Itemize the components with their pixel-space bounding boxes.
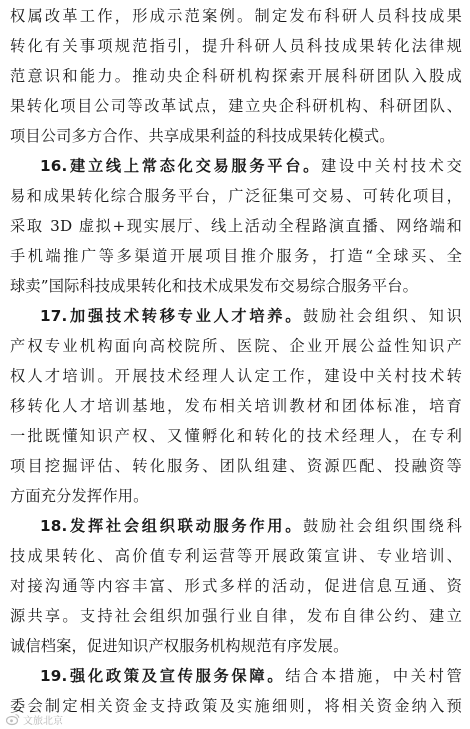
p3-number: 18. <box>40 517 68 535</box>
p4-number: 19. <box>40 667 68 685</box>
p0-line-1: 权属改革工作，形成示范案例。制定发布科研人员科技成果 <box>10 7 462 25</box>
p4-first-line <box>40 661 462 691</box>
p2-line-3: 权人才培训。开展技术经理人认定工作，建设中关村技术转 <box>10 367 462 385</box>
p4-heading: 强化政策及宣传服务保障。 <box>67 667 286 685</box>
p3-line-2: 技成果转化、高价值专利运营等开展政策宣讲、专业培训、 <box>10 547 462 565</box>
p3-line-4: 源共享。支持社会组织加强行业自律，发布自律公约、建立 <box>10 607 462 625</box>
p0-line-2: 转化有关事项规范指引，提升科研人员科技成果转化法律规 <box>10 37 462 55</box>
watermark-text: 文旅北京 <box>23 715 63 727</box>
p0-line-5: 项目公司多方合作、共享成果利益的科技成果转化模式。 <box>10 127 395 145</box>
p1-line-2: 易和成果转化综合服务平台，广泛征集可交易、可转化项目， <box>10 187 462 205</box>
p1-heading: 建立线上常态化交易服务平台。 <box>67 157 322 175</box>
p2-line-7: 方面充分发挥作用。 <box>10 487 149 505</box>
p1-number: 16. <box>40 157 68 175</box>
p2-line-4: 移转化人才培训基地，发布相关培训教材和团体标准，培育 <box>10 397 462 415</box>
p3-line-5: 诚信档案，促进知识产权服务机构规范有序发展。 <box>10 637 349 655</box>
p2-line-5: 一批既懂知识产权、又懂孵化和转化的技术经理人，在专利 <box>10 427 462 445</box>
p1-first-line <box>40 151 462 181</box>
p3-heading: 发挥社会组织联动服务作用。 <box>67 517 304 535</box>
p1-line-4: 手机端推广等多渠道开展项目推介服务，打造“全球买、全 <box>10 247 462 265</box>
p2-first-line <box>40 301 462 331</box>
p3-first-line <box>40 511 462 541</box>
watermark <box>6 711 63 727</box>
p1-line-5: 球卖”国际科技成果转化和技术成果发布交易综合服务平台。 <box>10 277 419 295</box>
p2-line-6: 项目挖掘评估、转化服务、团队组建、资源匹配、投融资等 <box>10 457 462 475</box>
p2-number: 17. <box>40 307 68 325</box>
p2-heading: 加强技术转移专业人才培养。 <box>67 307 304 325</box>
p2-line-1: 鼓励社会组织、知识 <box>303 307 462 325</box>
weibo-icon <box>6 712 20 726</box>
p0-line-4: 果转化项目公司等改革试点，建立央企科研机构、科研团队、 <box>10 97 462 115</box>
p1-line-1: 建设中关村技术交 <box>321 157 462 175</box>
p2-line-2: 产权专业机构面向高校院所、医院、企业开展公益性知识产 <box>10 337 462 355</box>
p3-line-3: 对接沟通等内容丰富、形式多样的活动，促进信息互通、资 <box>10 577 462 595</box>
p0-line-3: 范意识和能力。推动央企科研机构探索开展科研团队入股成 <box>10 67 462 85</box>
p4-line-1: 结合本措施，中关村管 <box>285 667 462 685</box>
p3-line-1: 鼓励社会组织围绕科 <box>303 517 462 535</box>
p1-line-3: 采取 3D 虚拟+现实展厅、线上活动全程路演直播、网络端和 <box>10 217 462 235</box>
p4-line-2: 委会制定相关资金支持政策及实施细则，将相关资金纳入预 <box>10 697 462 715</box>
